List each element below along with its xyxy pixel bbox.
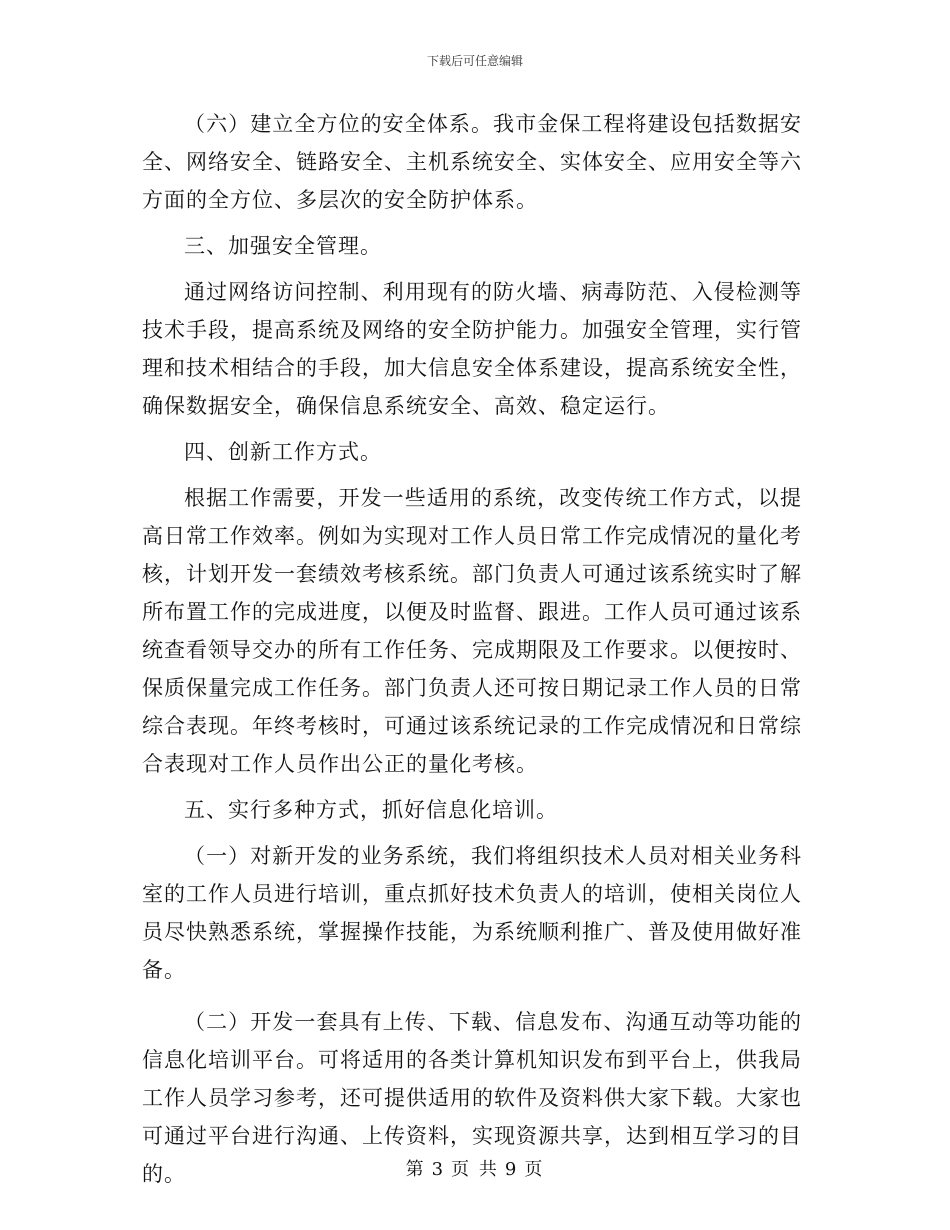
footer-suffix: 页 xyxy=(524,1159,545,1180)
footer-middle: 页 共 xyxy=(451,1159,499,1180)
paragraph-training-one: （一）对新开发的业务系统，我们将组织技术人员对相关业务科室的工作人员进行培训，重点抓好技术负责人的培训，使相关岗位人员尽快熟悉系统，掌握操作技能，为系统顺利推广、普及使用做好准备。 xyxy=(142,844,802,982)
page-header: 下载后可任意编辑 xyxy=(426,54,523,68)
footer-page-number: 3 xyxy=(431,1159,446,1180)
paragraph-security-system: （六）建立全方位的安全体系。我市金保工程将建设包括数据安全、网络安全、链路安全、主机系统安全、实体安全、应用安全等六方面的全方位、多层次的安全防护体系。 xyxy=(142,112,802,212)
page-footer xyxy=(0,1155,950,1181)
heading-training: 五、实行多种方式，抓好信息化培训。 xyxy=(184,798,558,822)
paragraph-security-management: 通过网络访问控制、利用现有的防火墙、病毒防范、入侵检测等技术手段，提高系统及网络的安全防护能力。加强安全管理，实行管理和技术相结合的手段，加大信息安全体系建设，提高系统安全性，确保数据安全，确保信息系统安全、高效、稳定运行。 xyxy=(142,280,802,418)
footer-prefix: 第 xyxy=(405,1159,426,1180)
heading-innovate-work: 四、创新工作方式。 xyxy=(184,440,382,464)
footer-total-pages: 9 xyxy=(504,1159,519,1180)
paragraph-innovate-work: 根据工作需要，开发一些适用的系统，改变传统工作方式，以提高日常工作效率。例如为实现对工作人员日常工作完成情况的量化考核，计划开发一套绩效考核系统。部门负责人可通过该系统实时了解所布置工作的完成进度，以便及时监督、跟进。工作人员可通过该系统查看领导交办的所有工作任务、完成期限及工作要求。以便按时、保质保量完成工作任务。部门负责人还可按日期记录工作人员的日常综合表现。年终考核时，可通过该系统记录的工作完成情况和日常综合表现对工作人员作出公正的量化考核。 xyxy=(142,486,802,776)
document-body xyxy=(142,105,802,1201)
paragraph-training-two: （二）开发一套具有上传、下载、信息发布、沟通互动等功能的信息化培训平台。可将适用的各类计算机知识发布到平台上，供我局工作人员学习参考，还可提供适用的软件及资料供大家下载。大家也可通过平台进行沟通、上传资料，实现资源共享，达到相互学习的目的。 xyxy=(142,1010,802,1186)
heading-security-management: 三、加强安全管理。 xyxy=(184,234,382,258)
